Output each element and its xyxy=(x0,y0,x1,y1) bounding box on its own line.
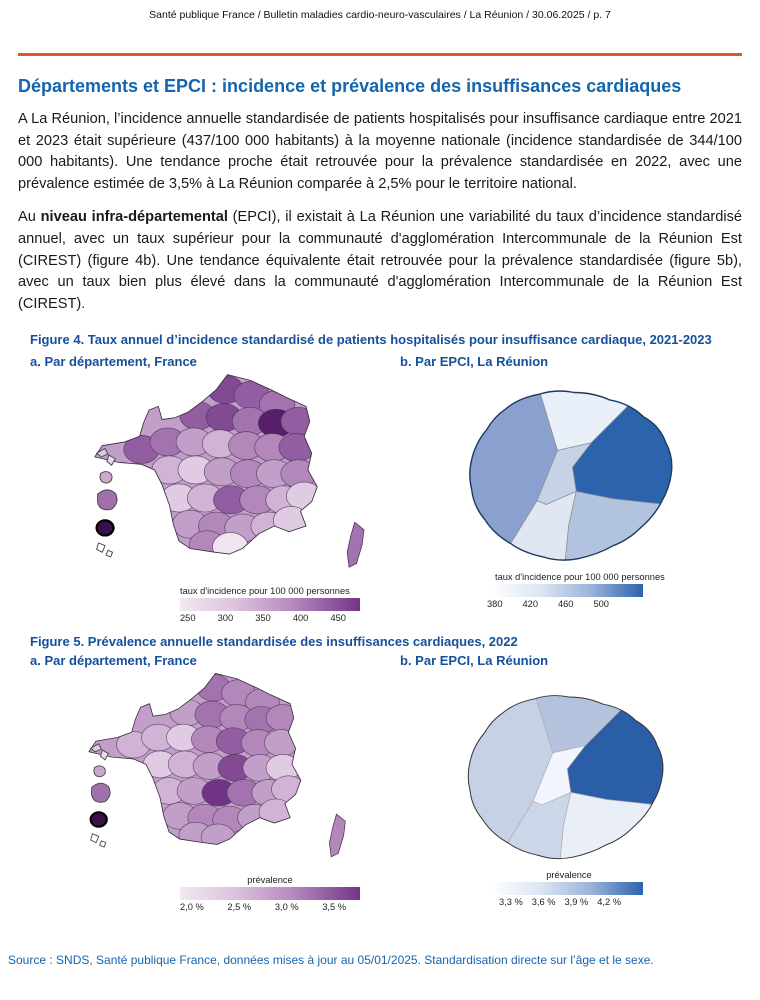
figure-5 xyxy=(30,634,760,913)
paragraph-2-rest: (EPCI), il existait à La Réunion une variabilité du taux d’incidence standardisé annuel, avec un taux supérieur pour la communauté d'agglomération Intercommunale de la Réunion Est (CIREST) (figure 4b). Une tendance équivalente était retrouvée pour la prévalence standardisée (figure 5b), avec un taux bien plus élevé dans la communauté d'agglomération Intercommunale de la Réunion Est (CIREST) xyxy=(18,209,743,312)
map-reunion-prevalence xyxy=(425,688,695,868)
figure-5b-legend-ticks: 3,3 % 3,6 % 3,9 % 4,2 % xyxy=(499,897,621,908)
inset-guyane xyxy=(98,490,117,510)
corsica xyxy=(329,814,345,857)
inset-guyane xyxy=(92,784,111,803)
figure-4a-legend-title: taux d'incidence pour 100 000 personnes xyxy=(180,585,350,596)
figure-4-label-b: b. Par EPCI, La Réunion xyxy=(400,353,549,369)
map-reunion-incidence xyxy=(425,383,705,570)
inset-mayotte xyxy=(91,834,99,843)
figure-5-label-a: a. Par département, France xyxy=(30,653,197,669)
figure-4b-legend-title: taux d'incidence pour 100 000 personnes xyxy=(495,571,665,582)
figure-4a-legend-gradient xyxy=(180,598,360,611)
figure-5b-legend-title: prévalence xyxy=(546,870,592,881)
source-line: Source : SNDS, Santé publique France, données mises à jour au 05/01/2025. Standardisation directe sur l’âge et le sexe. xyxy=(8,953,654,967)
inset-mayotte-2 xyxy=(106,550,113,557)
inset-martinique xyxy=(94,766,105,777)
paragraph-2-bold: niveau infra-départemental xyxy=(40,209,228,226)
figure-4b-legend-gradient xyxy=(495,584,643,597)
figure-5a-legend-gradient xyxy=(180,887,360,900)
figure-5-label-b: b. Par EPCI, La Réunion xyxy=(400,653,549,669)
figure-5b-legend-gradient xyxy=(495,882,643,895)
figure-4b-legend xyxy=(487,571,665,609)
figure-5a-legend xyxy=(180,875,360,912)
figure-5-panel-reunion xyxy=(400,668,760,907)
figure-4-label-a: a. Par département, France xyxy=(30,353,197,369)
inset-mayotte-2 xyxy=(100,841,106,847)
figure-4-maps xyxy=(30,369,760,623)
paragraph-1: A La Réunion, l’incidence annuelle standardisée de patients hospitalisés pour insuffisance cardiaque entre 2021 et 2023 était supérieure (437/100 000 habitants) à la moyenne nationale (incidence standardisée de 344/100 000 habitants). Une tendance proche était retrouvée pour la prévalence standardisée en 2022, avec une prévalence estimée de 3,5% à La Réunion comparée à 2,5% pour le territoire national. xyxy=(18,111,742,192)
figure-5-maps xyxy=(30,668,760,912)
paragraph-2 xyxy=(18,207,742,315)
overseas-insets xyxy=(97,448,117,556)
inset-martinique xyxy=(100,471,112,482)
paragraph-2-period: . xyxy=(81,295,86,312)
figure-4b-legend-ticks: 380 420 460 500 xyxy=(487,598,609,609)
figure-4 xyxy=(30,332,760,623)
figure-4a-legend-ticks: 250 300 350 400 450 xyxy=(180,612,346,623)
inset-mayotte xyxy=(97,543,105,552)
inset-reunion xyxy=(97,520,114,535)
figure-4-labels xyxy=(30,354,760,369)
figure-5-title: Figure 5. Prévalence annuelle standardisée des insuffisances cardiaques, 2022 xyxy=(30,633,518,649)
figure-4-title: Figure 4. Taux annuel d’incidence standardisé de patients hospitalisés pour insuffisance cardiaque, 2021-2023 xyxy=(30,332,712,348)
figure-4-panel-france xyxy=(30,369,400,623)
overseas-insets xyxy=(91,744,110,847)
figure-5-labels xyxy=(30,653,760,668)
map-france-incidence xyxy=(85,369,385,584)
figure-5a-legend-title: prévalence xyxy=(247,875,293,886)
section-title: Départements et EPCI : incidence et prévalence des insuffisances cardiaques xyxy=(18,76,682,96)
paragraph-2-prefix: Au xyxy=(18,209,41,226)
accent-rule xyxy=(18,53,742,56)
page-header: Santé publique France / Bulletin maladies cardio-neuro-vasculaires / La Réunion / 30.06.2025 / p. 7 xyxy=(149,9,611,21)
figure-5b-legend xyxy=(495,870,643,907)
figure-4a-legend xyxy=(180,586,360,623)
map-france-prevalence xyxy=(80,668,365,873)
figure-5a-legend-ticks: 2,0 % 2,5 % 3,0 % 3,5 % xyxy=(180,902,346,913)
figure-4-panel-reunion xyxy=(400,369,760,609)
inset-reunion xyxy=(91,813,107,827)
figure-5-panel-france xyxy=(30,668,400,912)
corsica xyxy=(347,522,364,567)
